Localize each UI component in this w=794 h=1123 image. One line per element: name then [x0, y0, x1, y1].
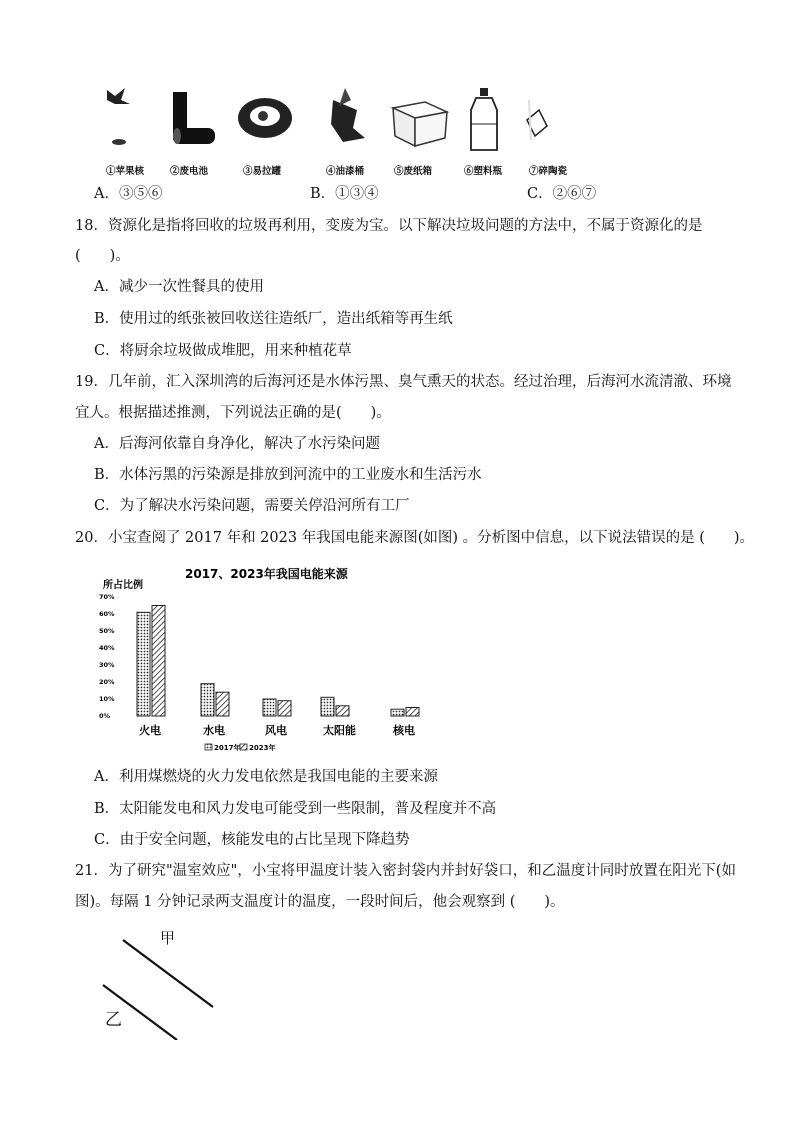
y-tick-label: 60%	[99, 610, 115, 618]
y-tick-label: 40%	[99, 644, 115, 652]
q18-option-c[interactable]: C．将厨余垃圾做成堆肥，用来种植花草	[94, 343, 352, 359]
legend-swatch-2017	[205, 744, 212, 750]
q20-stem: 20．小宝查阅了 2017 年和 2023 年我国电能来源图(如图) 。分析图中信息，以下说法错误的是 ( )。	[75, 530, 755, 546]
bar-火电-2017年	[137, 612, 150, 716]
legend-label-2023: 2023年	[249, 744, 276, 752]
legend-swatch-2023	[240, 744, 247, 750]
can-image	[238, 98, 292, 138]
broken-ceramic-image	[527, 100, 547, 140]
y-tick-label: 50%	[99, 627, 115, 635]
bar-核电-2023年	[406, 708, 419, 717]
caption-can: ③易拉罐	[243, 166, 282, 177]
y-tick-label: 30%	[99, 661, 115, 669]
apple-core-image	[107, 88, 130, 145]
category-label: 火电	[139, 724, 161, 737]
chart-legend	[205, 743, 275, 752]
q20-option-c[interactable]: C．由于安全问题，核能发电的占比呈现下降趋势	[94, 832, 410, 848]
category-label: 水电	[203, 724, 225, 737]
chart-title: 2017、2023年我国电能来源	[185, 567, 348, 581]
y-tick-label: 70%	[99, 593, 115, 601]
bar-太阳能-2017年	[321, 697, 334, 716]
thermometer-jia	[123, 940, 213, 1007]
bar-核电-2017年	[391, 709, 404, 716]
paint-bucket-image	[331, 88, 365, 142]
label-jia: 甲	[160, 929, 176, 947]
q17-option-c[interactable]: C．②⑥⑦	[527, 186, 597, 202]
q18-option-b[interactable]: B．使用过的纸张被回收送往造纸厂，造出纸箱等再生纸	[94, 311, 453, 327]
label-yi: 乙	[105, 1010, 122, 1030]
category-label: 风电	[265, 724, 287, 737]
carton-box-image	[393, 102, 447, 146]
caption-battery: ②废电池	[170, 166, 209, 177]
y-tick-label: 10%	[99, 695, 115, 703]
q20-option-b[interactable]: B．太阳能发电和风力发电可能受到一些限制，普及程度并不高	[94, 801, 497, 817]
bar-太阳能-2023年	[336, 706, 349, 716]
legend-label-2017: 2017年	[214, 744, 241, 752]
bar-火电-2023年	[152, 606, 165, 717]
q19-option-a[interactable]: A．后海河依靠自身净化，解决了水污染问题	[94, 436, 380, 452]
y-tick-label: 20%	[99, 678, 115, 686]
q19-option-c[interactable]: C．为了解决水污染问题，需要关停沿河所有工厂	[94, 498, 410, 514]
q21-stem: 21．为了研究"温室效应"，小宝将甲温度计装入密封袋内并封好袋口，和乙温度计同时放置在阳光下(如	[75, 863, 736, 879]
q21-stem-cont: 图)。每隔 1 分钟记录两支温度计的温度，一段时间后，他会观察到 ( )。	[75, 894, 565, 910]
caption-bottle: ⑥塑料瓶	[464, 166, 503, 177]
q20-option-a[interactable]: A．利用煤燃烧的火力发电依然是我国电能的主要来源	[94, 769, 438, 785]
bar-水电-2017年	[201, 684, 214, 716]
caption-apple-core: ①苹果核	[106, 166, 145, 177]
energy-source-chart	[95, 560, 440, 760]
q19-stem: 19．几年前，汇入深圳湾的后海河还是水体污黑、臭气熏天的状态。经过治理，后海河水流清澈、环境	[75, 374, 732, 390]
caption-paint-bucket: ④油漆桶	[326, 166, 365, 177]
y-tick-label: 0%	[99, 712, 111, 720]
q18-answer-blank: ( )。	[75, 248, 130, 264]
battery-image	[173, 92, 215, 144]
caption-ceramic: ⑦碎陶瓷	[529, 166, 568, 177]
q17-option-b[interactable]: B．①③④	[310, 186, 379, 202]
bar-风电-2017年	[263, 699, 276, 716]
q19-stem-cont: 宜人。根据描述推测，下列说法正确的是( )。	[75, 405, 391, 421]
bar-风电-2023年	[278, 701, 291, 716]
caption-carton: ⑤废纸箱	[394, 166, 433, 177]
q17-images	[95, 80, 585, 160]
y-axis-label: 所占比例	[103, 580, 143, 591]
q19-option-b[interactable]: B．水体污黑的污染源是排放到河流中的工业废水和生活污水	[94, 467, 482, 483]
category-label: 太阳能	[323, 724, 356, 737]
category-label: 核电	[393, 724, 415, 737]
bar-水电-2023年	[216, 692, 229, 716]
q17-option-a[interactable]: A．③⑤⑥	[94, 186, 163, 202]
q18-option-a[interactable]: A．减少一次性餐具的使用	[94, 279, 264, 295]
plastic-bottle-image	[471, 88, 497, 150]
q18-stem: 18．资源化是指将回收的垃圾再利用，变废为宝。以下解决垃圾问题的方法中，不属于资源化的是	[75, 218, 703, 234]
